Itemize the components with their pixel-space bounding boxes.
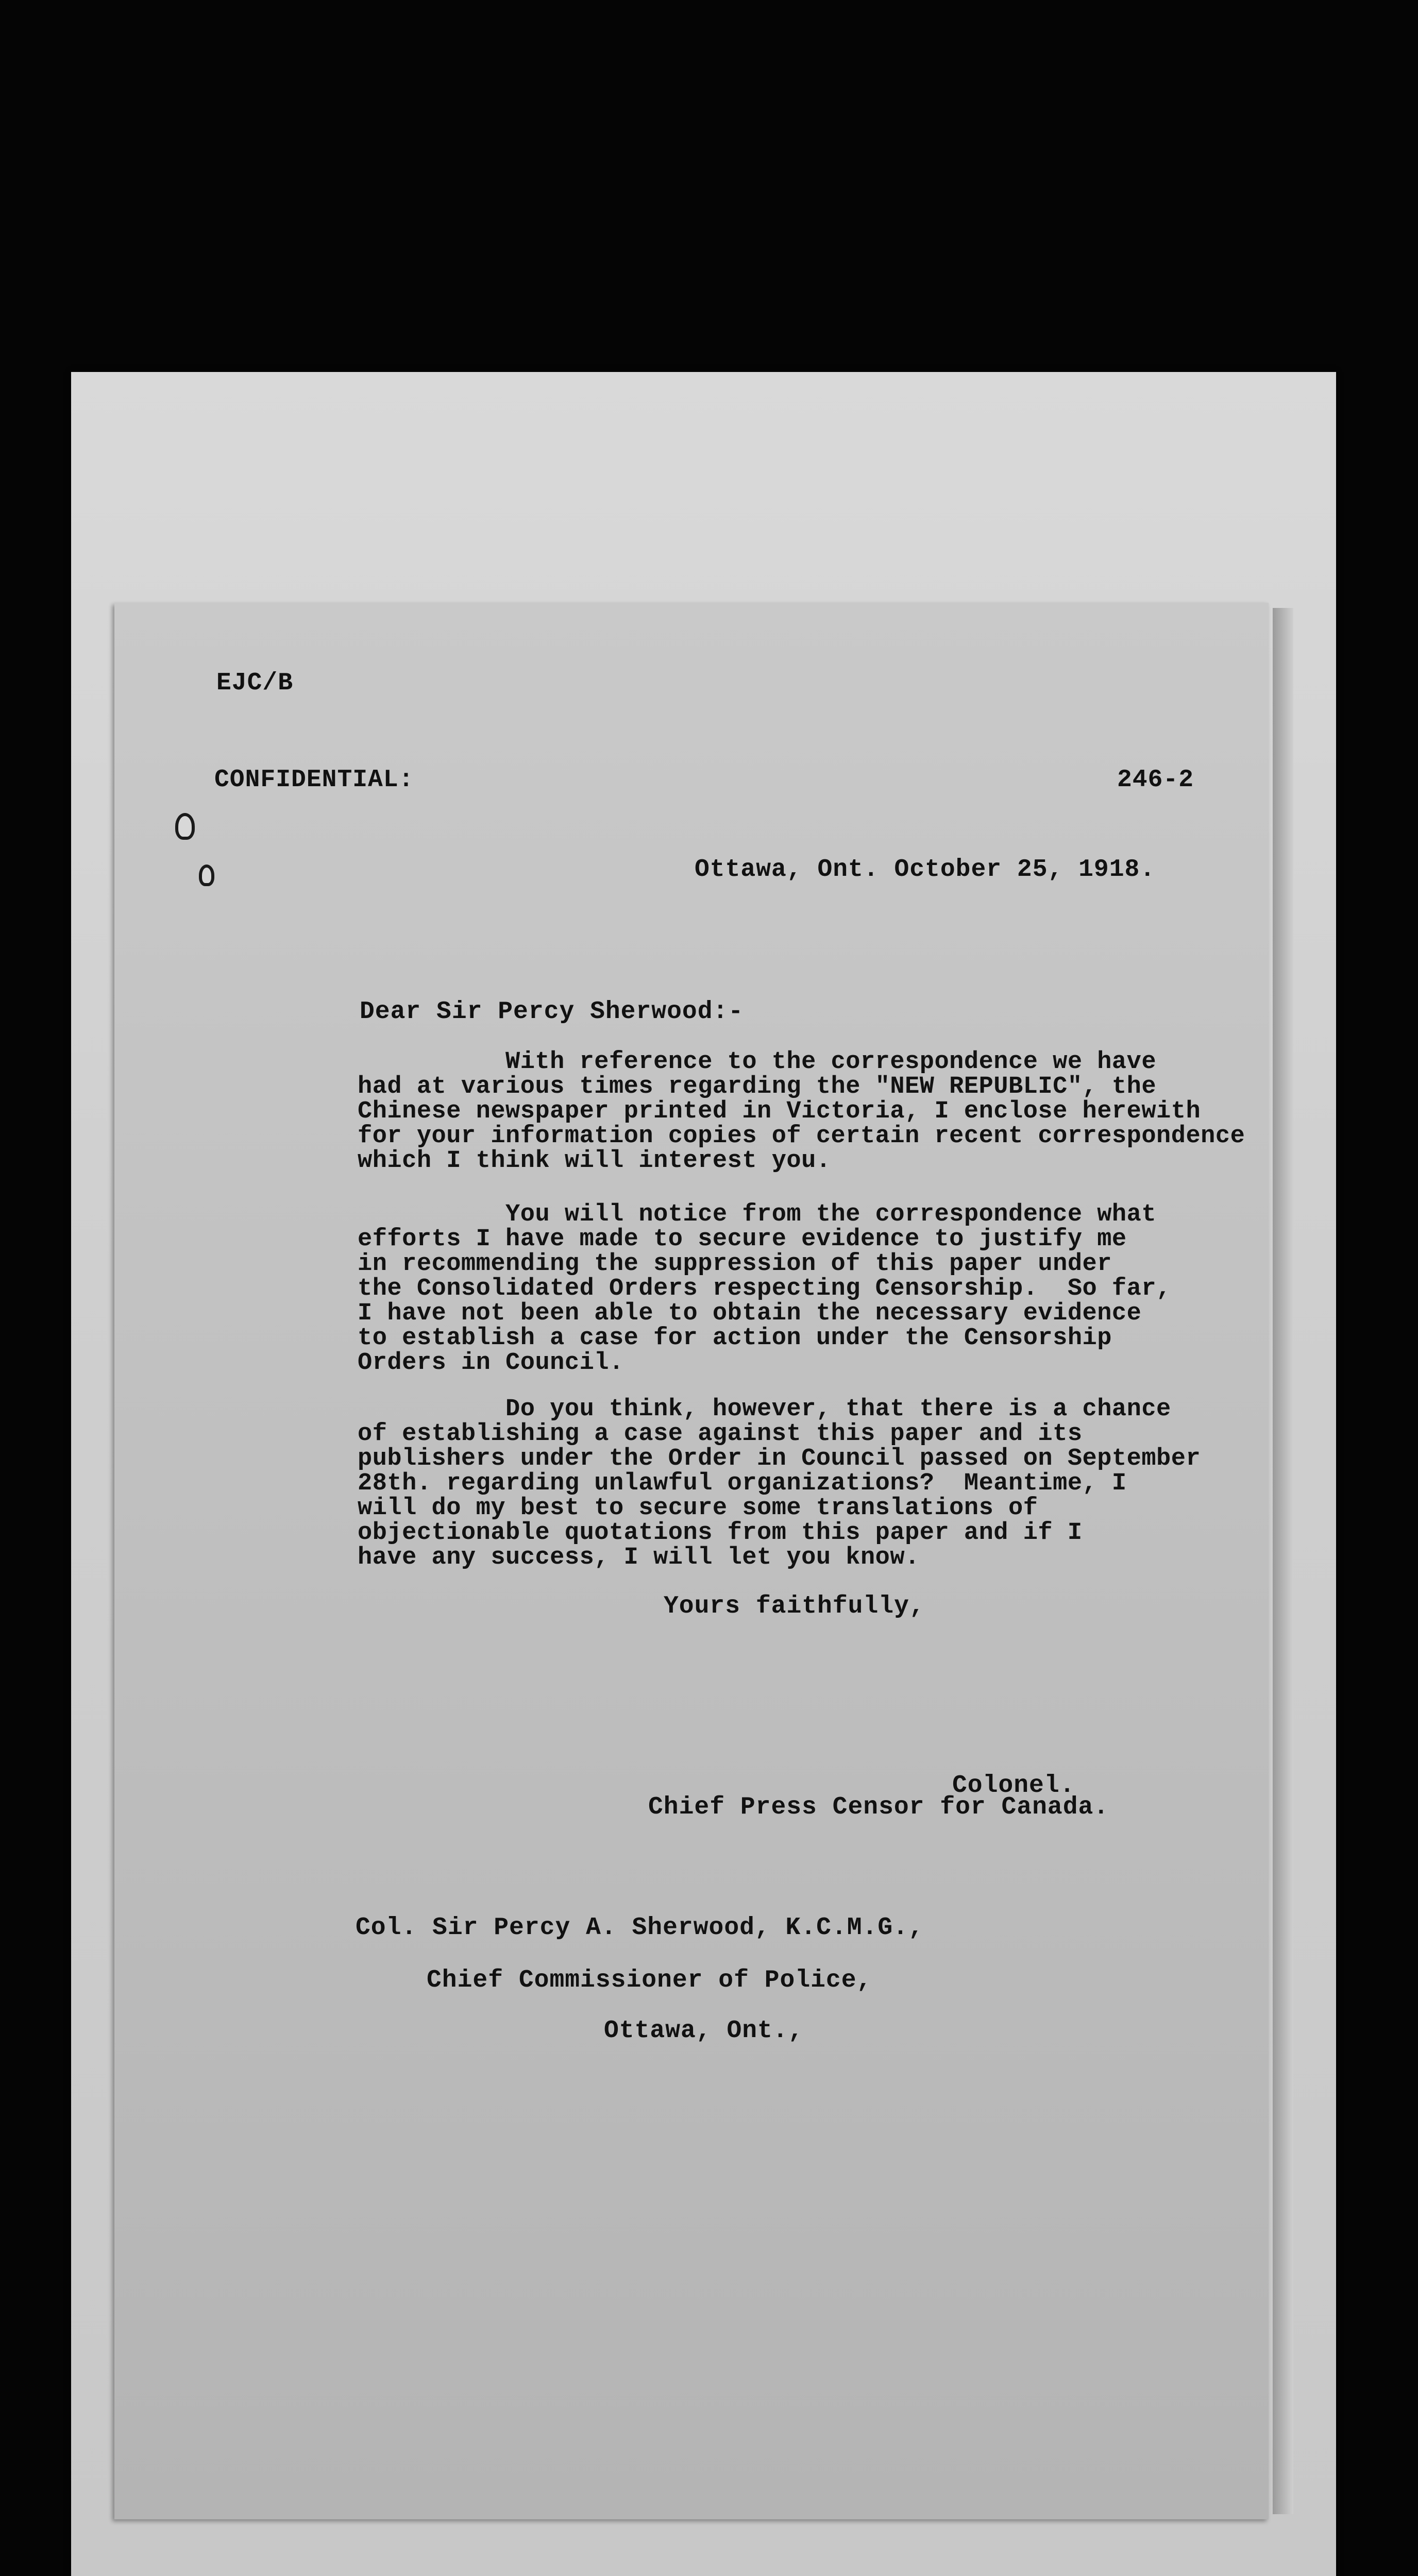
dateline: Ottawa, Ont. October 25, 1918.	[695, 856, 1156, 884]
reference-initials: EJC/B	[216, 669, 294, 697]
closing: Yours faithfully,	[664, 1592, 925, 1620]
page-edge-shadow	[1273, 608, 1293, 2514]
addressee-line-1: Col. Sir Percy A. Sherwood, K.C.M.G.,	[356, 1914, 924, 1942]
paper-clip-mark-icon	[175, 813, 195, 840]
signature-title: Chief Press Censor for Canada.	[648, 1793, 1109, 1821]
paragraph-3: Do you think, however, that there is a chance of establishing a case against this paper and its publishers under the Order in Council passed on September 28th. regarding unlawful organizations? Meantime, I will do my best to secure some translations of objectionable quotations from this paper and if I have any success, I will let you know.	[358, 1396, 1201, 1571]
paragraph-2: You will notice from the correspondence what efforts I have made to secure evidence to justify me in recommending the suppression of this paper under the Consolidated Orders respecting Censorship. So far, I have not been able to obtain the necessary evidence to establish a case for action under the Censorship Orders in Council.	[358, 1201, 1171, 1377]
file-number: 246-2	[1117, 766, 1194, 794]
addressee-line-3: Ottawa, Ont.,	[604, 2017, 804, 2045]
signature-rank: Colonel.	[952, 1772, 1075, 1800]
paragraph-1: With reference to the correspondence we have had at various times regarding the "NEW REPUBLIC", the Chinese newspaper printed in Victoria, I enclose herewith for your information copies of certain recent correspondence which I think will interest you.	[358, 1048, 1245, 1175]
classification-heading: CONFIDENTIAL:	[214, 766, 414, 794]
punch-hole-icon	[199, 865, 214, 886]
salutation: Dear Sir Percy Sherwood:-	[360, 998, 744, 1026]
addressee-line-2: Chief Commissioner of Police,	[427, 1967, 872, 1994]
